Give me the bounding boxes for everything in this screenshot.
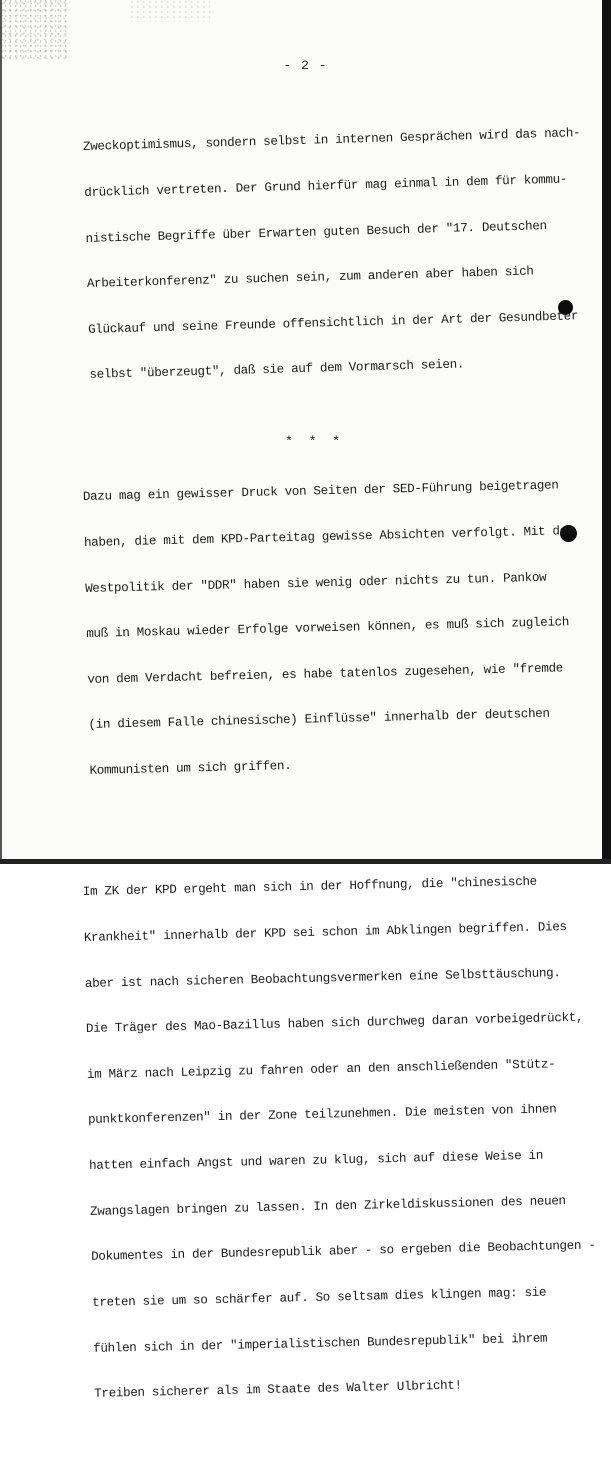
text-line: selbst "überzeugt", daß sie auf dem Vormarsch seien. xyxy=(89,358,465,383)
scan-noise-top xyxy=(130,0,210,22)
scan-edge-right xyxy=(602,0,611,864)
text-line: Zweckoptimismus, sondern selbst in internen Gesprächen wird das nach- xyxy=(82,126,581,155)
text-line: muß in Moskau wieder Erfolge vorweisen können, es muß sich zugleich xyxy=(86,615,570,642)
text-line: nistische Begriffe über Erwarten guten Besuch der "17. Deutschen xyxy=(85,219,547,246)
scan-noise-top-left xyxy=(0,0,70,60)
text-line: Westpolitik der "DDR" haben sie wenig oder nichts zu tun. Pankow xyxy=(84,570,547,596)
paragraph-3 xyxy=(82,843,605,1432)
scan-edge-left xyxy=(0,0,2,864)
body-text xyxy=(82,80,596,1478)
text-line: treten sie um so schärfer auf. So seltsam dies klingen mag: sie xyxy=(92,1285,547,1310)
text-line: Dokumentes in der Bundesrepublik aber - so ergeben die Beobachtungen - xyxy=(90,1238,596,1265)
text-line: Zwangslagen bringen zu lassen. In den Zirkeldiskussionen des neuen xyxy=(89,1193,566,1219)
section-separator: * * * xyxy=(285,434,345,449)
text-line: Glückauf und seine Freunde offensichtlich in der Art der Gesundbeter xyxy=(87,309,579,338)
text-line: (in diesem Falle chinesische) Einflüsse" innerhalb der deutschen xyxy=(88,706,550,733)
text-line: Krankheit" innerhalb der KPD sei schon im Abklingen begriffen. Dies xyxy=(83,919,567,945)
text-line: von dem Verdacht befreien, es habe tatenlos zugesehen, wie "fremde xyxy=(87,661,564,687)
text-line: haben, die mit dem KPD-Parteitag gewisse Absichten verfolgt. Mit der xyxy=(83,523,575,550)
text-line: hatten einfach Angst und waren zu klug, sich auf diese Weise in xyxy=(88,1148,544,1173)
text-line: Treiben sicherer als im Staate des Walter Ulbricht! xyxy=(94,1378,462,1401)
text-line: punktkonferenzen" in der Zone teilzunehmen. Die meisten von ihnen xyxy=(87,1102,557,1128)
paragraph-2 xyxy=(82,447,600,809)
text-line: fühlen sich in der "imperialistischen Bundesrepublik" bei ihrem xyxy=(93,1331,548,1356)
text-line: Dazu mag ein gewisser Druck von Seiten der SED-Führung beigetragen xyxy=(82,478,559,505)
text-line: im März nach Leipzig zu fahren oder an den anschließenden "Stütz- xyxy=(86,1057,556,1082)
text-line: aber ist nach sicheren Beobachtungsvermerken eine Selbsttäuschung. xyxy=(84,965,561,991)
text-line: Arbeiterkonferenz" zu suchen sein, zum anderen aber haben sich xyxy=(86,265,534,292)
text-line: Kommunisten um sich griffen. xyxy=(89,758,292,778)
text-line: Die Träger des Mao-Bazillus haben sich durchweg daran vorbeigedrückt, xyxy=(85,1010,584,1037)
paragraph-1 xyxy=(82,96,600,414)
page-number: - 2 - xyxy=(283,58,328,73)
text-line: drücklich vertreten. Der Grund hierfür mag einmal in dem für kommu- xyxy=(84,172,568,201)
text-line: Im ZK der KPD ergeht man sich in der Hoffnung, die "chinesische xyxy=(82,875,537,900)
